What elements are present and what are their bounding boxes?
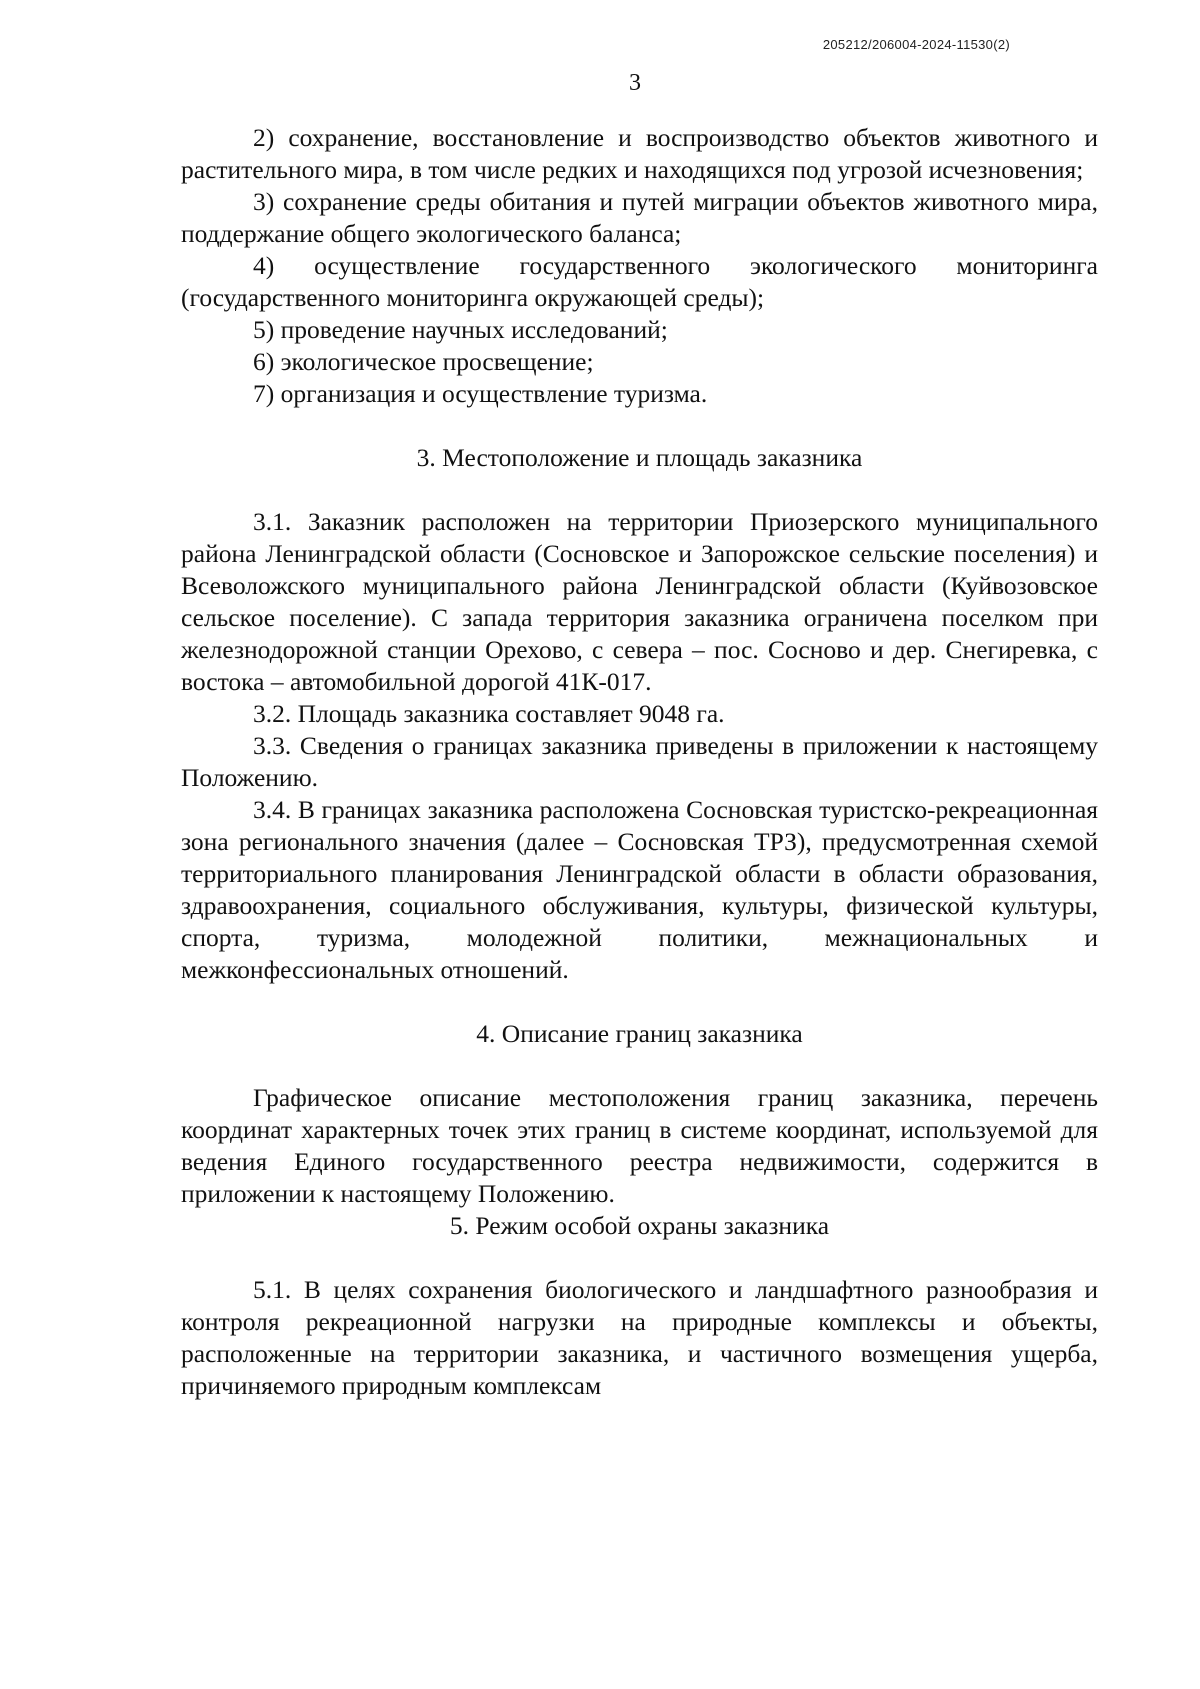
page-number: 3 [629, 70, 641, 96]
section-3-heading: 3. Местоположение и площадь заказника [416, 443, 863, 472]
document-body [181, 122, 1098, 1402]
paragraph-3-4: 3.4. В границах заказника расположена Сосновская туристско-рекреационная зона регионального значения (далее – Сосновская ТРЗ), предусмотренная схемой территориального планирования Ленинградской области в области образования, здравоохранения, социального обслуживания, культуры, физической культуры, спорта, туризма, молодежной политики, межнациональных и межконфессиональных отношений. [181, 795, 1098, 984]
section-4-heading: 4. Описание границ заказника [476, 1019, 803, 1048]
paragraph-3-2: 3.2. Площадь заказника составляет 9048 га. [253, 699, 725, 728]
paragraph-4-1: Графическое описание местоположения границ заказника, перечень координат характерных точек этих границ в системе координат, используемой для ведения Единого государственного реестра недвижимости, содержится в приложении к настоящему Положению. [181, 1083, 1098, 1208]
list-item-goal-6: 6) экологическое просвещение; [253, 347, 594, 376]
section-5-heading: 5. Режим особой охраны заказника [449, 1211, 830, 1240]
paragraph-3-3: 3.3. Сведения о границах заказника приведены в приложении к настоящему Положению. [181, 731, 1098, 792]
list-item-goal-7: 7) организация и осуществление туризма. [253, 379, 708, 408]
list-item-goal-3: 3) сохранение среды обитания и путей миграции объектов животного мира, поддержание общего экологического баланса; [181, 187, 1098, 248]
list-item-goal-4: 4) осуществление государственного экологического мониторинга (государственного мониторинга окружающей среды); [181, 251, 1098, 312]
paragraph-5-1: 5.1. В целях сохранения биологического и ландшафтного разнообразия и контроля рекреационной нагрузки на природные комплексы и объекты, расположенные на территории заказника, и частичного возмещения ущерба, причиняемого природным комплексам [181, 1275, 1098, 1400]
paragraph-3-1: 3.1. Заказник расположен на территории Приозерского муниципального района Ленинградской области (Сосновское и Запорожское сельские поселения) и Всеволожского муниципального района Ленинградской области (Куйвозовское сельское поселение). С запада территория заказника ограничена поселком при железнодорожной станции Орехово, с севера – пос. Сосново и дер. Снегиревка, с востока – автомобильной дорогой 41К-017. [181, 507, 1098, 696]
list-item-goal-5: 5) проведение научных исследований; [253, 315, 668, 344]
document-registration-number: 205212/206004-2024-11530(2) [822, 37, 1010, 52]
list-item-goal-2: 2) сохранение, восстановление и воспроизводство объектов животного и растительного мира, в том числе редких и находящихся под угрозой исчезновения; [181, 123, 1098, 184]
